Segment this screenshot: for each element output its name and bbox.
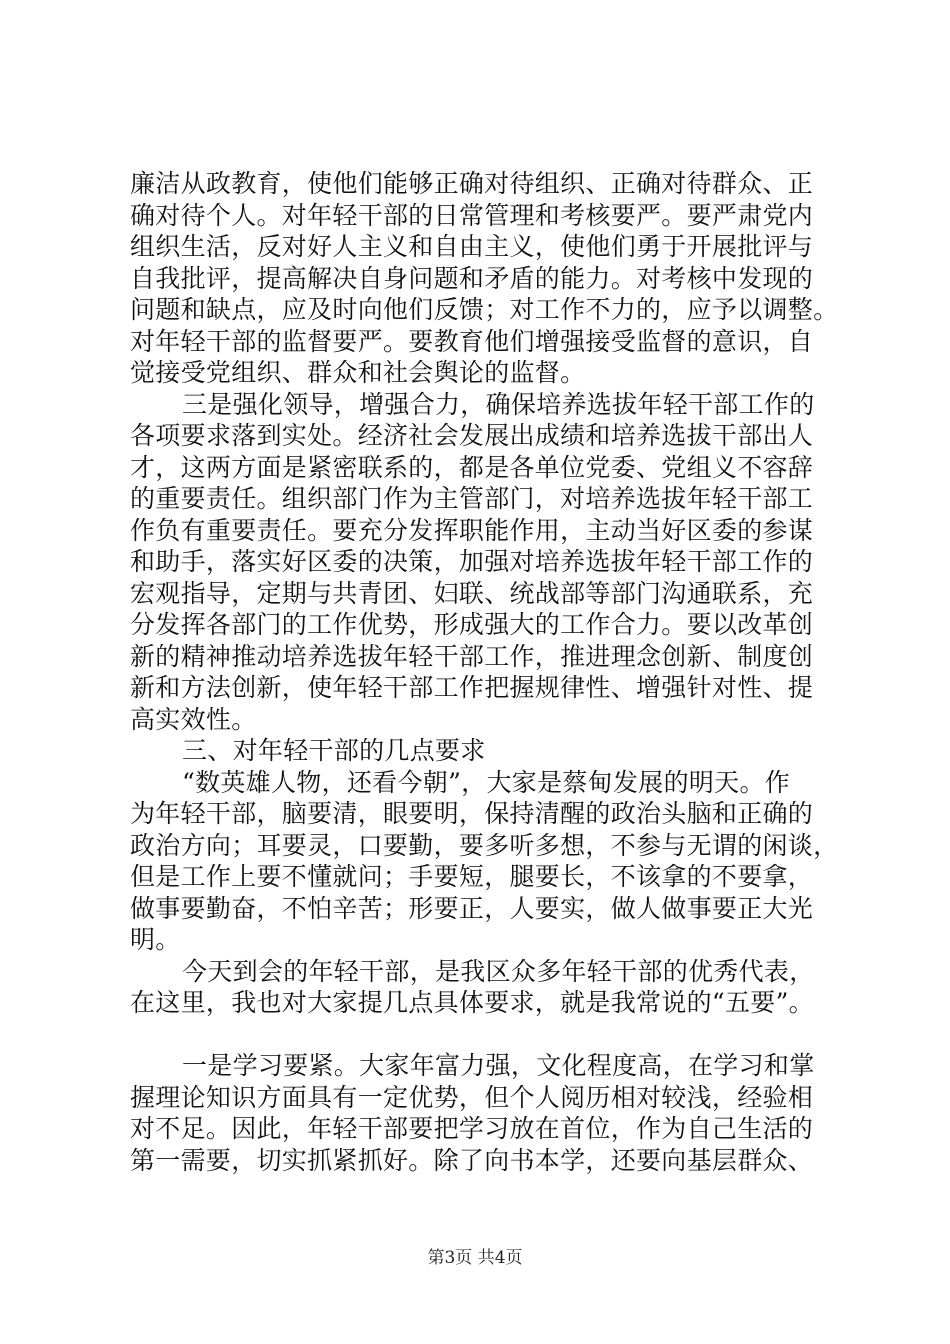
page-number: 第3页 共4页 [427, 1248, 523, 1268]
text-line: 才，这两方面是紧密联系的，都是各单位党委、党组义不容辞 [130, 452, 814, 482]
text-line: 握理论知识方面具有一定优势，但个人阅历相对较浅，经验相 [130, 1082, 814, 1112]
text-line: 三、对年轻干部的几点要求 [182, 736, 486, 765]
text-line: 自我批评，提高解决自身问题和矛盾的能力。对考核中发现的 [130, 263, 814, 293]
text-line: 廉洁从政教育，使他们能够正确对待组织、正确对待群众、正 [130, 169, 814, 198]
page-footer [0, 1243, 950, 1268]
text-line: 问题和缺点，应及时向他们反馈；对工作不力的，应予以调整。 [130, 295, 839, 324]
text-line: 作负有重要责任。要充分发挥职能作用，主动当好区委的参谋 [130, 515, 814, 545]
text-line: 各项要求落到实处。经济社会发展出成绩和培养选拔干部出人 [130, 421, 814, 450]
text-line: 新和方法创新，使年轻干部工作把握规律性、增强针对性、提 [130, 673, 814, 702]
text-line: 明。 [130, 925, 181, 954]
text-line: 在这里，我也对大家提几点具体要求，就是我常说的“五要”。 [130, 988, 814, 1017]
text-line: 一是学习要紧。大家年富力强，文化程度高，在学习和掌 [182, 1051, 815, 1080]
text-line: 组织生活，反对好人主义和自由主义，使他们勇于开展批评与 [130, 232, 814, 261]
text-line: 三是强化领导，增强合力，确保培养选拔年轻干部工作的 [182, 389, 815, 419]
text-line: 做事要勤奋，不怕辛苦；形要正，人要实，做人做事要正大光 [130, 893, 814, 923]
text-line: 新的精神推动培养选拔年轻干部工作，推进理念创新、制度创 [130, 641, 814, 671]
text-line: 的重要责任。组织部门作为主管部门，对培养选拔年轻干部工 [130, 484, 814, 513]
text-line: 政治方向；耳要灵，口要勤，要多听多想，不参与无谓的闲谈， [130, 830, 839, 860]
text-line: 分发挥各部门的工作优势，形成强大的工作合力。要以改革创 [130, 610, 814, 639]
text-line [130, 1019, 830, 1051]
text-line: 和助手，落实好区委的决策，加强对培养选拔年轻干部工作的 [130, 547, 814, 576]
text-line: 高实效性。 [130, 704, 257, 734]
text-line: 第一需要，切实抓紧抓好。除了向书本学，还要向基层群众、 [130, 1145, 814, 1175]
text-line: 宏观指导，定期与共青团、妇联、统战部等部门沟通联系，充 [130, 578, 814, 608]
document-body [130, 168, 839, 1176]
text-line: 对年轻干部的监督要严。要教育他们增强接受监督的意识，自 [130, 326, 814, 356]
text-line: 对不足。因此，年轻干部要把学习放在首位，作为自己生活的 [130, 1114, 814, 1143]
text-line: 今天到会的年轻干部，是我区众多年轻干部的优秀代表， [182, 956, 815, 986]
text-line: 为年轻干部，脑要清，眼要明，保持清醒的政治头脑和正确的 [130, 799, 814, 828]
text-line: “数英雄人物，还看今朝”，大家是蔡甸发展的明天。作 [182, 767, 791, 797]
text-line: 确对待个人。对年轻干部的日常管理和考核要严。要严肃党内 [130, 200, 814, 230]
text-line: 觉接受党组织、群众和社会舆论的监督。 [130, 358, 586, 387]
text-line: 但是工作上要不懂就问；手要短，腿要长，不该拿的不要拿， [130, 862, 814, 891]
